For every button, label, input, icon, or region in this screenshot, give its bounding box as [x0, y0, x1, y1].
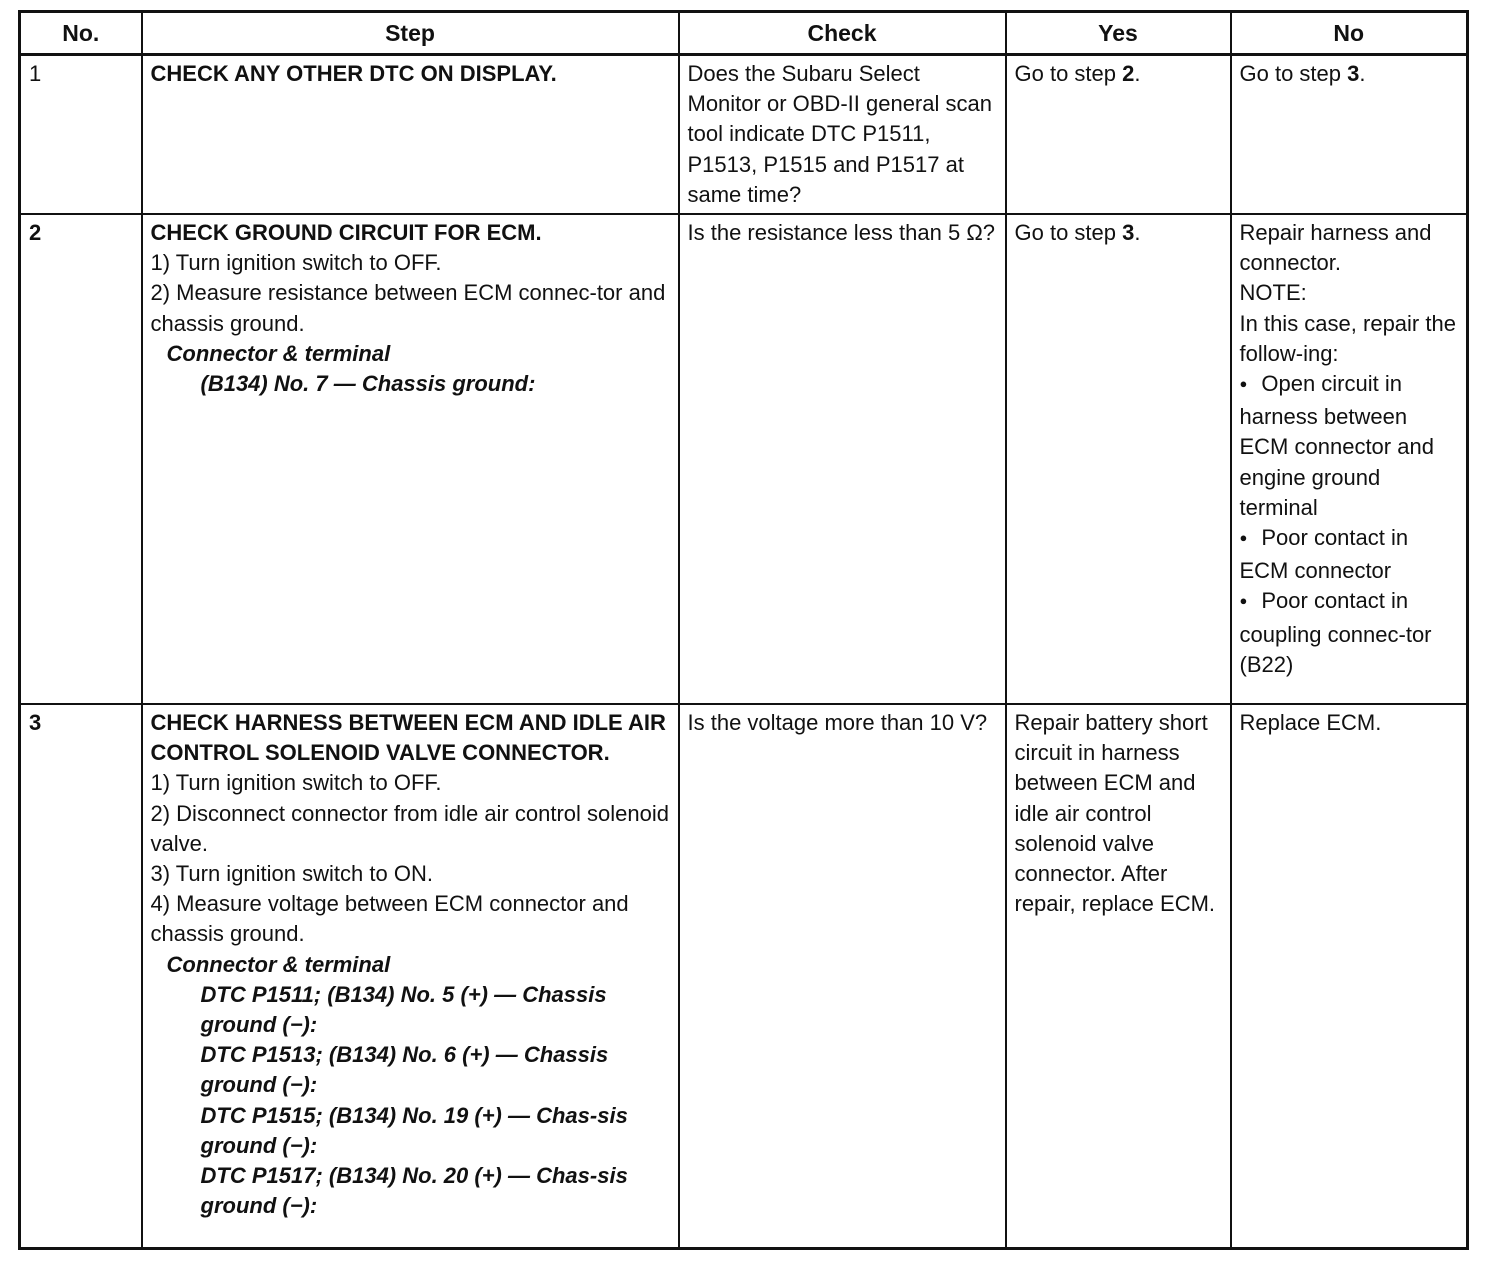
yes-suffix: .: [1134, 220, 1141, 245]
step-instruction: 1) Turn ignition switch to OFF.: [150, 770, 442, 796]
step-instruction: 1) Turn ignition switch to OFF.: [150, 250, 442, 276]
note-label: NOTE:: [1239, 280, 1307, 306]
yes-cell: [1006, 214, 1231, 704]
terminal-spec: DTC P1513; (B134) No. 6 (+) — Chassis ground (−):: [200, 1042, 609, 1098]
header-step: Step: [142, 12, 679, 55]
step-title: CHECK ANY OTHER DTC ON DISPLAY.: [150, 61, 557, 86]
terminal-spec: (B134) No. 7 — Chassis ground:: [200, 371, 536, 397]
no-cell: Replace ECM.: [1231, 704, 1468, 1249]
note-text: In this case, repair the follow-ing:: [1239, 310, 1456, 366]
row-number: 3: [20, 704, 142, 1249]
table-row: [20, 55, 1468, 215]
check-cell: Does the Subaru Select Monitor or OBD-II general scan tool indicate DTC P1511, P1513, P1515 and P1517 at same time?: [679, 55, 1006, 215]
yes-cell: Repair battery short circuit in harness between ECM and idle air control solenoid valve connector. After repair, replace ECM.: [1006, 704, 1231, 1249]
list-item: ● Poor contact in coupling connec-tor (B22): [1240, 586, 1460, 680]
list-item: ● Poor contact in ECM connector: [1240, 523, 1460, 586]
step-instruction: 4) Measure voltage between ECM connector and chassis ground.: [150, 891, 629, 947]
header-no: No.: [20, 12, 142, 55]
step-title: CHECK GROUND CIRCUIT FOR ECM.: [150, 220, 542, 245]
header-yes: Yes: [1006, 12, 1231, 55]
yes-prefix: Go to step: [1014, 61, 1123, 86]
no-cell: [1231, 214, 1468, 704]
no-prefix: Go to step: [1239, 61, 1348, 86]
step-cell: [142, 704, 679, 1249]
diagnostic-table: [18, 10, 1469, 1250]
step-instruction: 2) Measure resistance between ECM connec-tor and chassis ground.: [150, 280, 666, 336]
step-cell: [142, 55, 679, 215]
terminal-spec: DTC P1517; (B134) No. 20 (+) — Chas-sis ground (−):: [200, 1163, 628, 1219]
connector-terminal-label: Connector & terminal: [166, 340, 391, 366]
check-cell: Is the resistance less than 5 Ω?: [679, 214, 1006, 704]
yes-suffix: .: [1134, 61, 1141, 86]
step-cell: [142, 214, 679, 704]
no-suffix: .: [1359, 61, 1366, 86]
header-row: [20, 12, 1468, 55]
step-title: CHECK HARNESS BETWEEN ECM AND IDLE AIR CONTROL SOLENOID VALVE CONNECTOR.: [150, 710, 666, 766]
terminal-spec: DTC P1511; (B134) No. 5 (+) — Chassis ground (−):: [200, 981, 607, 1038]
yes-step-number: 2: [1122, 61, 1135, 86]
row-number: 1: [20, 55, 142, 215]
list-item: ● Open circuit in harness between ECM connector and engine ground terminal: [1240, 369, 1460, 523]
yes-prefix: Go to step: [1014, 220, 1123, 245]
yes-cell: [1006, 55, 1231, 215]
table-row: [20, 214, 1468, 704]
table-row: [20, 704, 1468, 1249]
connector-terminal-label: Connector & terminal: [166, 951, 391, 977]
step-instruction: 3) Turn ignition switch to ON.: [150, 861, 433, 887]
check-cell: Is the voltage more than 10 V?: [679, 704, 1006, 1249]
no-step-number: 3: [1347, 61, 1360, 86]
no-action: Repair harness and connector.: [1239, 220, 1432, 276]
terminal-spec: DTC P1515; (B134) No. 19 (+) — Chas-sis ground (−):: [200, 1102, 628, 1158]
header-check: Check: [679, 12, 1006, 55]
step-instruction: 2) Disconnect connector from idle air control solenoid valve.: [150, 800, 669, 856]
yes-step-number: 3: [1122, 220, 1135, 245]
header-no-col: No: [1231, 12, 1468, 55]
row-number: 2: [20, 214, 142, 704]
no-cell: [1231, 55, 1468, 215]
